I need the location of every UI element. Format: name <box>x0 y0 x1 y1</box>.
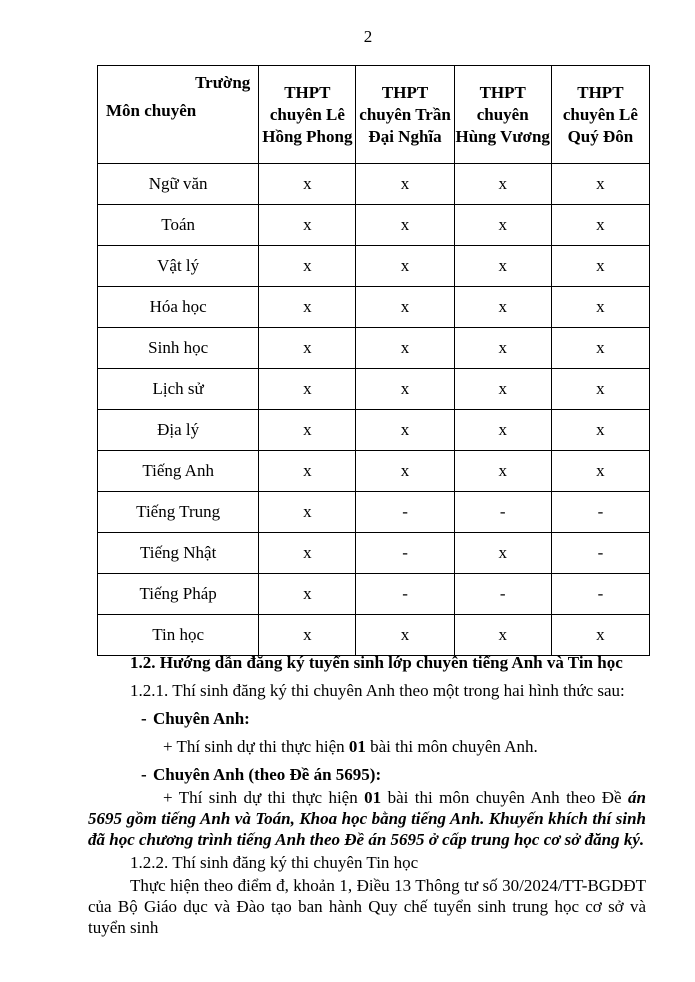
mark-cell: x <box>259 533 356 574</box>
mark-cell: x <box>551 369 649 410</box>
mark-cell: - <box>551 533 649 574</box>
plus-text-bold: 01 <box>348 737 366 756</box>
bullet-label: Chuyên Anh: <box>153 709 250 728</box>
subject-cell: Toán <box>98 205 259 246</box>
table-row <box>98 164 650 205</box>
mark-cell: x <box>551 205 649 246</box>
mark-cell: - <box>356 574 454 615</box>
subject-cell: Sinh học <box>98 328 259 369</box>
mark-cell: x <box>551 615 649 656</box>
bullet-chuyen-anh-de-an <box>88 764 646 785</box>
mark-cell: - <box>454 574 551 615</box>
table-row <box>98 246 650 287</box>
subject-cell: Địa lý <box>98 410 259 451</box>
table-row <box>98 615 650 656</box>
mark-cell: x <box>259 574 356 615</box>
mark-cell: x <box>454 615 551 656</box>
mark-cell: x <box>356 164 454 205</box>
corner-label-mon-chuyen: Môn chuyên <box>106 101 197 120</box>
table-row <box>98 574 650 615</box>
mark-cell: x <box>259 369 356 410</box>
mark-cell: x <box>259 287 356 328</box>
subject-cell: Ngữ văn <box>98 164 259 205</box>
mark-cell: x <box>356 369 454 410</box>
column-header-school-3: THPT chuyên Hùng Vương <box>454 66 551 164</box>
table-row <box>98 328 650 369</box>
closing-paragraph: Thực hiện theo điểm đ, khoản 1, Điều 13 Thông tư số 30/2024/TT-BGDĐT của Bộ Giáo dục và Đào tạo ban hành Quy chế tuyển sinh trung học cơ sở và tuyển sinh <box>88 876 646 937</box>
mark-cell: x <box>356 615 454 656</box>
mark-cell: x <box>259 328 356 369</box>
corner-label-truong: Trường <box>195 73 251 92</box>
plus-text-suffix: bài thi môn chuyên Anh. <box>365 737 538 756</box>
subject-cell: Vật lý <box>98 246 259 287</box>
subject-cell: Tiếng Trung <box>98 492 259 533</box>
mark-cell: x <box>259 246 356 287</box>
page-number: 2 <box>363 27 373 46</box>
plus-text-mid: bài thi môn chuyên Anh theo Đề <box>381 788 629 807</box>
mark-cell: x <box>454 328 551 369</box>
mark-cell: x <box>551 246 649 287</box>
paragraph-1-2-2: 1.2.2. Thí sinh đăng ký thi chuyên Tin học <box>130 853 419 872</box>
mark-cell: x <box>356 287 454 328</box>
column-header-school-4: THPT chuyên Lê Quý Đôn <box>551 66 649 164</box>
table-row <box>98 369 650 410</box>
bullet-chuyen-anh <box>88 708 646 729</box>
mark-cell: x <box>551 410 649 451</box>
table-row <box>98 287 650 328</box>
mark-cell: x <box>454 164 551 205</box>
column-header-school-1: THPT chuyên Lê Hồng Phong <box>259 66 356 164</box>
mark-cell: x <box>454 410 551 451</box>
mark-cell: x <box>551 328 649 369</box>
section-heading-1-2: 1.2. Hướng dẫn đăng ký tuyển sinh lớp chuyên tiếng Anh và Tin học <box>130 653 623 672</box>
mark-cell: - <box>356 492 454 533</box>
table-row <box>98 410 650 451</box>
mark-cell: x <box>259 492 356 533</box>
mark-cell: x <box>551 164 649 205</box>
subjects-tbody <box>98 164 650 656</box>
mark-cell: x <box>454 451 551 492</box>
plus-text-prefix: + Thí sinh dự thi thực hiện <box>163 737 349 756</box>
subject-cell: Hóa học <box>98 287 259 328</box>
mark-cell: x <box>356 410 454 451</box>
table-row <box>98 205 650 246</box>
mark-cell: x <box>259 615 356 656</box>
mark-cell: x <box>259 410 356 451</box>
mark-cell: x <box>356 246 454 287</box>
plus-item-chuyen-anh <box>88 736 646 757</box>
mark-cell: x <box>551 451 649 492</box>
mark-cell: - <box>551 574 649 615</box>
paragraph-1-2-1: 1.2.1. Thí sinh đăng ký thi chuyên Anh theo một trong hai hình thức sau: <box>130 681 625 700</box>
plus-text-bold: 01 <box>364 788 382 807</box>
bullet-label: Chuyên Anh (theo Đề án 5695): <box>153 765 382 784</box>
subject-cell: Tiếng Anh <box>98 451 259 492</box>
plus-paragraph-de-an-5695 <box>88 787 646 850</box>
subject-cell: Tin học <box>98 615 259 656</box>
subject-cell: Lịch sử <box>98 369 259 410</box>
subjects-schools-table <box>97 65 650 656</box>
mark-cell: x <box>454 533 551 574</box>
corner-header-cell <box>98 66 259 164</box>
table-header-row <box>98 66 650 164</box>
subject-cell: Tiếng Pháp <box>98 574 259 615</box>
emphasis-de-an-5695: án 5695 gồm tiếng Anh và Toán, Khoa học bằng tiếng Anh. Khuyến khích thí sinh đã học chương trình tiếng Anh theo Đề án 5695 ở cấp trung học cơ sở đăng ký. <box>88 788 646 849</box>
mark-cell: x <box>259 164 356 205</box>
mark-cell: x <box>356 205 454 246</box>
mark-cell: x <box>356 328 454 369</box>
mark-cell: x <box>259 451 356 492</box>
dash-bullet: - <box>141 709 147 728</box>
mark-cell: x <box>551 287 649 328</box>
mark-cell: x <box>454 287 551 328</box>
mark-cell: - <box>454 492 551 533</box>
mark-cell: x <box>454 205 551 246</box>
dash-bullet: - <box>141 765 147 784</box>
table-row <box>98 492 650 533</box>
mark-cell: x <box>454 246 551 287</box>
column-header-school-2: THPT chuyên Trần Đại Nghĩa <box>356 66 454 164</box>
table-row <box>98 451 650 492</box>
mark-cell: - <box>551 492 649 533</box>
body-text <box>88 652 646 938</box>
mark-cell: - <box>356 533 454 574</box>
mark-cell: x <box>454 369 551 410</box>
mark-cell: x <box>356 451 454 492</box>
mark-cell: x <box>259 205 356 246</box>
table-row <box>98 533 650 574</box>
plus-text-prefix: + Thí sinh dự thi thực hiện <box>163 788 365 807</box>
subject-cell: Tiếng Nhật <box>98 533 259 574</box>
